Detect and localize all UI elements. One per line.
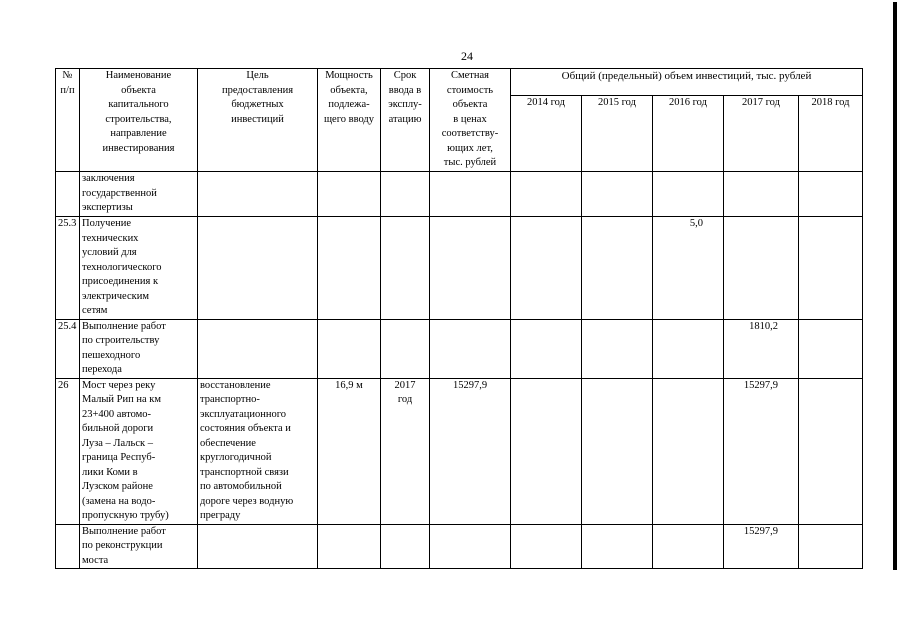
row-y2017 xyxy=(724,172,799,217)
row-name: Выполнение работ по реконструкции моста xyxy=(80,524,198,569)
row-goal xyxy=(198,217,318,320)
row-y2014 xyxy=(511,378,582,524)
row-name: Получение технических условий для технологического присоединения к электрическим сетям xyxy=(80,217,198,320)
table-row xyxy=(56,524,863,569)
row-capacity xyxy=(318,217,381,320)
table-row xyxy=(56,319,863,378)
row-y2015 xyxy=(582,524,653,569)
row-y2017: 1810,2 xyxy=(724,319,799,378)
row-term: 2017 год xyxy=(381,378,430,524)
row-y2018 xyxy=(799,319,863,378)
header-cost: Сметная стоимость объекта в ценах соответству- ющих лет, тыс. рублей xyxy=(430,69,511,172)
row-y2018 xyxy=(799,524,863,569)
header-year-2017: 2017 год xyxy=(724,96,799,172)
row-y2018 xyxy=(799,217,863,320)
row-capacity xyxy=(318,319,381,378)
header-num: № п/п xyxy=(56,69,80,172)
row-goal xyxy=(198,524,318,569)
row-goal: восстановление транспортно- эксплуатационного состояния объекта и обеспечение круглогодичной транспортной связи по автомобильной дороге через водную преграду xyxy=(198,378,318,524)
header-invest: Общий (предельный) объем инвестиций, тыс. рублей xyxy=(511,69,863,96)
page-number: 24 xyxy=(461,49,473,63)
row-y2018 xyxy=(799,172,863,217)
row-y2017 xyxy=(724,217,799,320)
row-term xyxy=(381,524,430,569)
row-name: заключения государственной экспертизы xyxy=(80,172,198,217)
row-y2015 xyxy=(582,172,653,217)
header-name: Наименование объекта капитального строительства, направление инвестирования xyxy=(80,69,198,172)
header-goal: Цель предоставления бюджетных инвестиций xyxy=(198,69,318,172)
row-y2016 xyxy=(653,524,724,569)
table-row xyxy=(56,172,863,217)
row-y2017: 15297,9 xyxy=(724,524,799,569)
row-y2015 xyxy=(582,217,653,320)
table-row xyxy=(56,378,863,524)
row-name: Выполнение работ по строительству пешеходного перехода xyxy=(80,319,198,378)
header-year-2015: 2015 год xyxy=(582,96,653,172)
row-y2014 xyxy=(511,217,582,320)
row-capacity: 16,9 м xyxy=(318,378,381,524)
row-term xyxy=(381,217,430,320)
header-year-2018: 2018 год xyxy=(799,96,863,172)
scan-edge-bar xyxy=(893,2,897,570)
row-cost xyxy=(430,172,511,217)
header-year-2014: 2014 год xyxy=(511,96,582,172)
row-y2015 xyxy=(582,378,653,524)
header-term: Срок ввода в эксплу- атацию xyxy=(381,69,430,172)
row-term xyxy=(381,172,430,217)
row-y2014 xyxy=(511,524,582,569)
row-y2015 xyxy=(582,319,653,378)
row-name: Мост через реку Малый Рип на км 23+400 автомо- бильной дороги Луза – Лальск – граница Респуб- лики Коми в Лузском районе (замена на водо- пропускную трубу) xyxy=(80,378,198,524)
row-capacity xyxy=(318,524,381,569)
row-y2017: 15297,9 xyxy=(724,378,799,524)
row-cost: 15297,9 xyxy=(430,378,511,524)
row-cost xyxy=(430,524,511,569)
header-year-2016: 2016 год xyxy=(653,96,724,172)
investment-table xyxy=(55,68,863,569)
row-y2016: 5,0 xyxy=(653,217,724,320)
table-row xyxy=(56,217,863,320)
row-goal xyxy=(198,172,318,217)
header-capacity: Мощность объекта, подлежа- щего вводу xyxy=(318,69,381,172)
row-y2016 xyxy=(653,172,724,217)
row-y2016 xyxy=(653,378,724,524)
row-cost xyxy=(430,319,511,378)
row-num: 25.4 xyxy=(56,319,80,378)
row-num: 25.3 xyxy=(56,217,80,320)
row-num xyxy=(56,172,80,217)
row-y2018 xyxy=(799,378,863,524)
row-cost xyxy=(430,217,511,320)
row-num xyxy=(56,524,80,569)
row-capacity xyxy=(318,172,381,217)
row-y2014 xyxy=(511,319,582,378)
row-term xyxy=(381,319,430,378)
row-y2016 xyxy=(653,319,724,378)
row-num: 26 xyxy=(56,378,80,524)
row-goal xyxy=(198,319,318,378)
row-y2014 xyxy=(511,172,582,217)
